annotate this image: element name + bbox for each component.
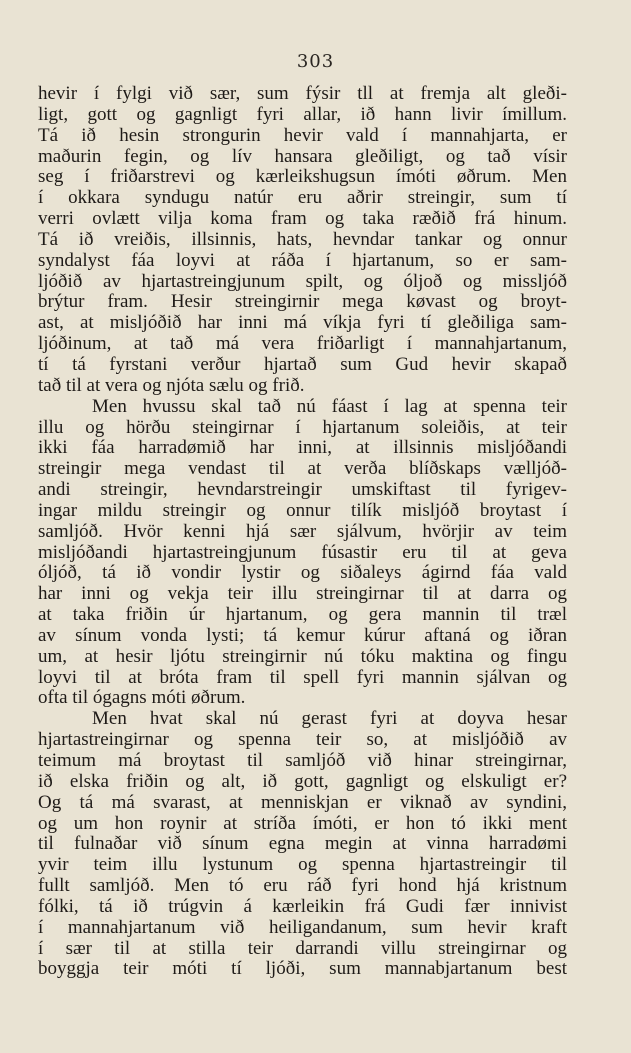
- text-line: tað til at vera og njóta sælu og frið.: [38, 375, 305, 396]
- text-line: óljóð, tá ið vondir lystir og siðaleys ágirnd fáa vald: [38, 563, 567, 584]
- text-line: verri ovlætt vilja koma fram og taka ræðið frá hinum.: [38, 209, 567, 230]
- text-line: ingar mildu streingir og onnur tilík misljóð broytast í: [38, 500, 567, 521]
- text-line: fólki, tá ið trúgvin á kærleikin frá Gudi fær innivist: [38, 896, 567, 917]
- text-line: brýtur fram. Hesir streingirnir mega køvast og broyt-: [38, 292, 567, 313]
- text-line: ljóðið av hjartastreingjunum spilt, og óljoð og missljóð: [38, 271, 567, 292]
- text-line: og um hon roynir at stríða ímóti, er hon tó ikki ment: [38, 813, 567, 834]
- text-line: ikki fáa harradømið har inni, at illsinnis misljóðandi: [38, 438, 567, 459]
- text-line: Men hvat skal nú gerast fyri at doyva hesar: [92, 709, 567, 730]
- text-line: í mannahjartanum við heiligandanum, sum hevir kraft: [38, 917, 567, 938]
- text-line: Tá ið vreiðis, illsinnis, hats, hevndar tankar og onnur: [38, 229, 567, 250]
- text-line: at taka friðin úr hjartanum, og gera mannin til træl: [38, 605, 567, 626]
- text-line: misljóðandi hjartastreingjunum fúsastir eru til at geva: [38, 542, 567, 563]
- text-line: ligt, gott og gagnligt fyri allar, ið hann livir ímillum.: [38, 104, 567, 125]
- text-line: illu og hörðu steingirnar í hjartanum soleiðis, at teir: [38, 417, 567, 438]
- text-line: tí tá fyrstani verður hjartað sum Gud hevir skapað: [38, 354, 567, 375]
- text-line: hjartastreingirnar og spenna teir so, at misljóðið av: [38, 730, 567, 751]
- text-line: teimum má broytast til samljóð við hinar streingirnar,: [38, 751, 567, 771]
- text-line: samljóð. Hvör kenni hjá sær sjálvum, hvörjir av teim: [38, 521, 567, 542]
- text-line: hevir í fylgi við sær, sum fýsir tll at fremja alt gleði-: [38, 84, 567, 104]
- text-line: í okkara syndugu natúr eru aðrir streingir, sum tí: [38, 188, 567, 209]
- text-line: Tá ið hesin strongurin hevir vald í mannahjarta, er: [38, 125, 567, 146]
- text-line: seg í friðarstrevi og kærleikshugsun ímóti øðrum. Men: [38, 167, 567, 188]
- text-line: Og tá má svarast, at menniskjan er viknað av syndini,: [38, 792, 567, 813]
- page-number: 303: [296, 51, 335, 72]
- text-line: yvir teim illu lystunum og spenna hjartastreingir til: [38, 855, 567, 876]
- text-line: ast, at misljóðið har inni má víkja fyri tí gleðiliga sam-: [38, 313, 567, 334]
- text-line: syndalyst fáa loyvi at ráða í hjartanum, so er sam-: [38, 250, 567, 271]
- text-line: til fulnaðar við sínum egna megin at vinna harradømi: [38, 834, 567, 855]
- text-line: streingir mega vendast til at verða blíðskaps vælljóð-: [38, 459, 567, 480]
- text-line: fullt samljóð. Men tó eru ráð fyri hond hjá kristnum: [38, 876, 567, 897]
- text-line: loyvi til at bróta fram til spell fyri mannin sjálvan og: [38, 667, 567, 688]
- text-line: har inni og vekja teir illu streingirnar til at darra og: [38, 584, 567, 605]
- text-line: boyggja teir móti tí ljóði, sum mannabjartanum best: [38, 959, 567, 980]
- text-line: ljóðinum, at tað má vera friðarligt í mannahjartanum,: [38, 334, 567, 355]
- text-line: í sær til at stilla teir darrandi villu streingirnar og: [38, 938, 567, 959]
- text-line: ofta til ógagns móti øðrum.: [38, 688, 246, 709]
- text-line: um, at hesir ljótu streingirnir nú tóku maktina og fingu: [38, 646, 567, 667]
- text-line: ið elska friðin og alt, ið gott, gagnligt og elskuligt er?: [38, 771, 567, 792]
- text-line: maðurin fegin, og lív hansara gleðiligt, og tað vísir: [38, 146, 567, 167]
- text-line: av sínum vonda lysti; tá kemur kúrur aftaná og iðran: [38, 625, 567, 646]
- text-line: Men hvussu skal tað nú fáast í lag at spenna teir: [92, 396, 567, 417]
- text-line: andi streingir, hevndarstreingir umskiftast til fyrigev-: [38, 480, 567, 501]
- body-text: [38, 84, 567, 980]
